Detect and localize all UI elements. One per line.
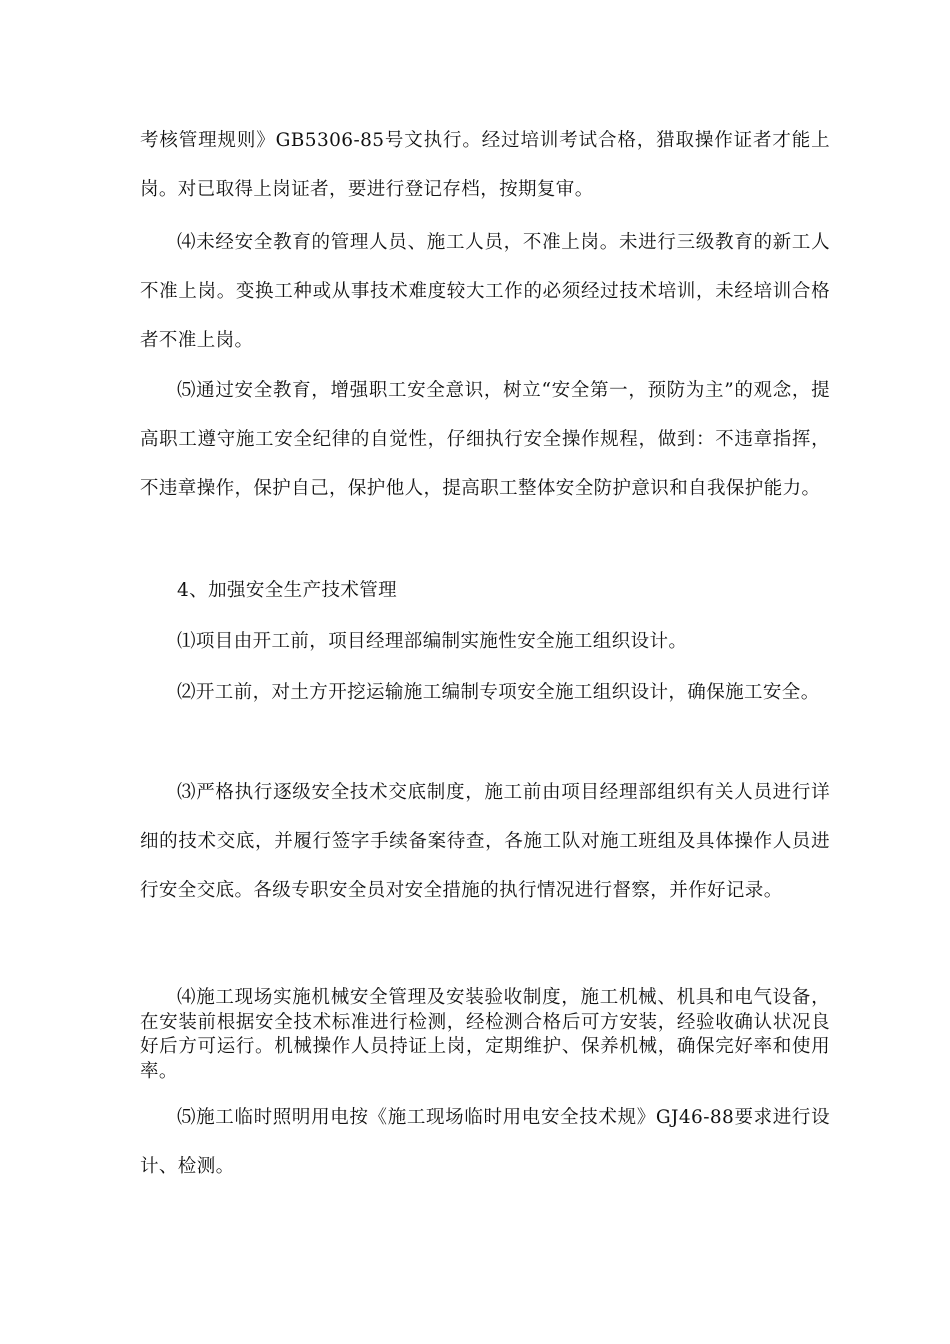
paragraph-item-4-safety-education: ⑷未经安全教育的管理人员、施工人员，不准上岗。未进行三级教育的新工人不准上岗。变换工种或从事技术难度较大工作的必须经过技术培训，未经培训合格者不准上岗。: [140, 232, 830, 351]
paragraph-item-2-earthwork-design: ⑵开工前，对土方开挖运输施工编制专项安全施工组织设计，确保施工安全。: [177, 682, 820, 703]
paragraph-item-4-machinery-management: ⑷施工现场实施机械安全管理及安装验收制度，施工机械、机具和电气设备，在安装前根据安全技术标准进行检测，经检测合格后可方安装，经验收确认状况良好后方可运行。机械操作人员持证上岗，定期维护、保养机械，确保完好率和使用率。: [140, 987, 830, 1082]
paragraph-item-5-safety-awareness: ⑸通过安全教育，增强职工安全意识，树立“安全第一，预防为主”的观念，提高职工遵守施工安全纪律的自觉性，仔细执行安全操作规程，做到：不违章指挥，不违章操作，保护自己，保护他人，提高职工整体安全防护意识和自我保护能力。: [140, 380, 830, 499]
paragraph-item-1-construction-design: ⑴项目由开工前，项目经理部编制实施性安全施工组织设计。: [177, 631, 688, 652]
section-heading-4: 4、加强安全生产技术管理: [177, 580, 398, 601]
paragraph-item-5-temporary-power: ⑸施工临时照明用电按《施工现场临时用电安全技术规》GJ46-88要求进行设计、检测。: [140, 1107, 830, 1177]
paragraph-item-3-technical-briefing: ⑶严格执行逐级安全技术交底制度，施工前由项目经理部组织有关人员进行详细的技术交底，并履行签字手续备案待查，各施工队对施工班组及具体操作人员进行安全交底。各级专职安全员对安全措施的执行情况进行督察，并作好记录。: [140, 782, 830, 901]
paragraph-exam-rules: 考核管理规则》GB5306-85号文执行。经过培训考试合格，猎取操作证者才能上岗。对已取得上岗证者，要进行登记存档，按期复审。: [140, 130, 830, 200]
